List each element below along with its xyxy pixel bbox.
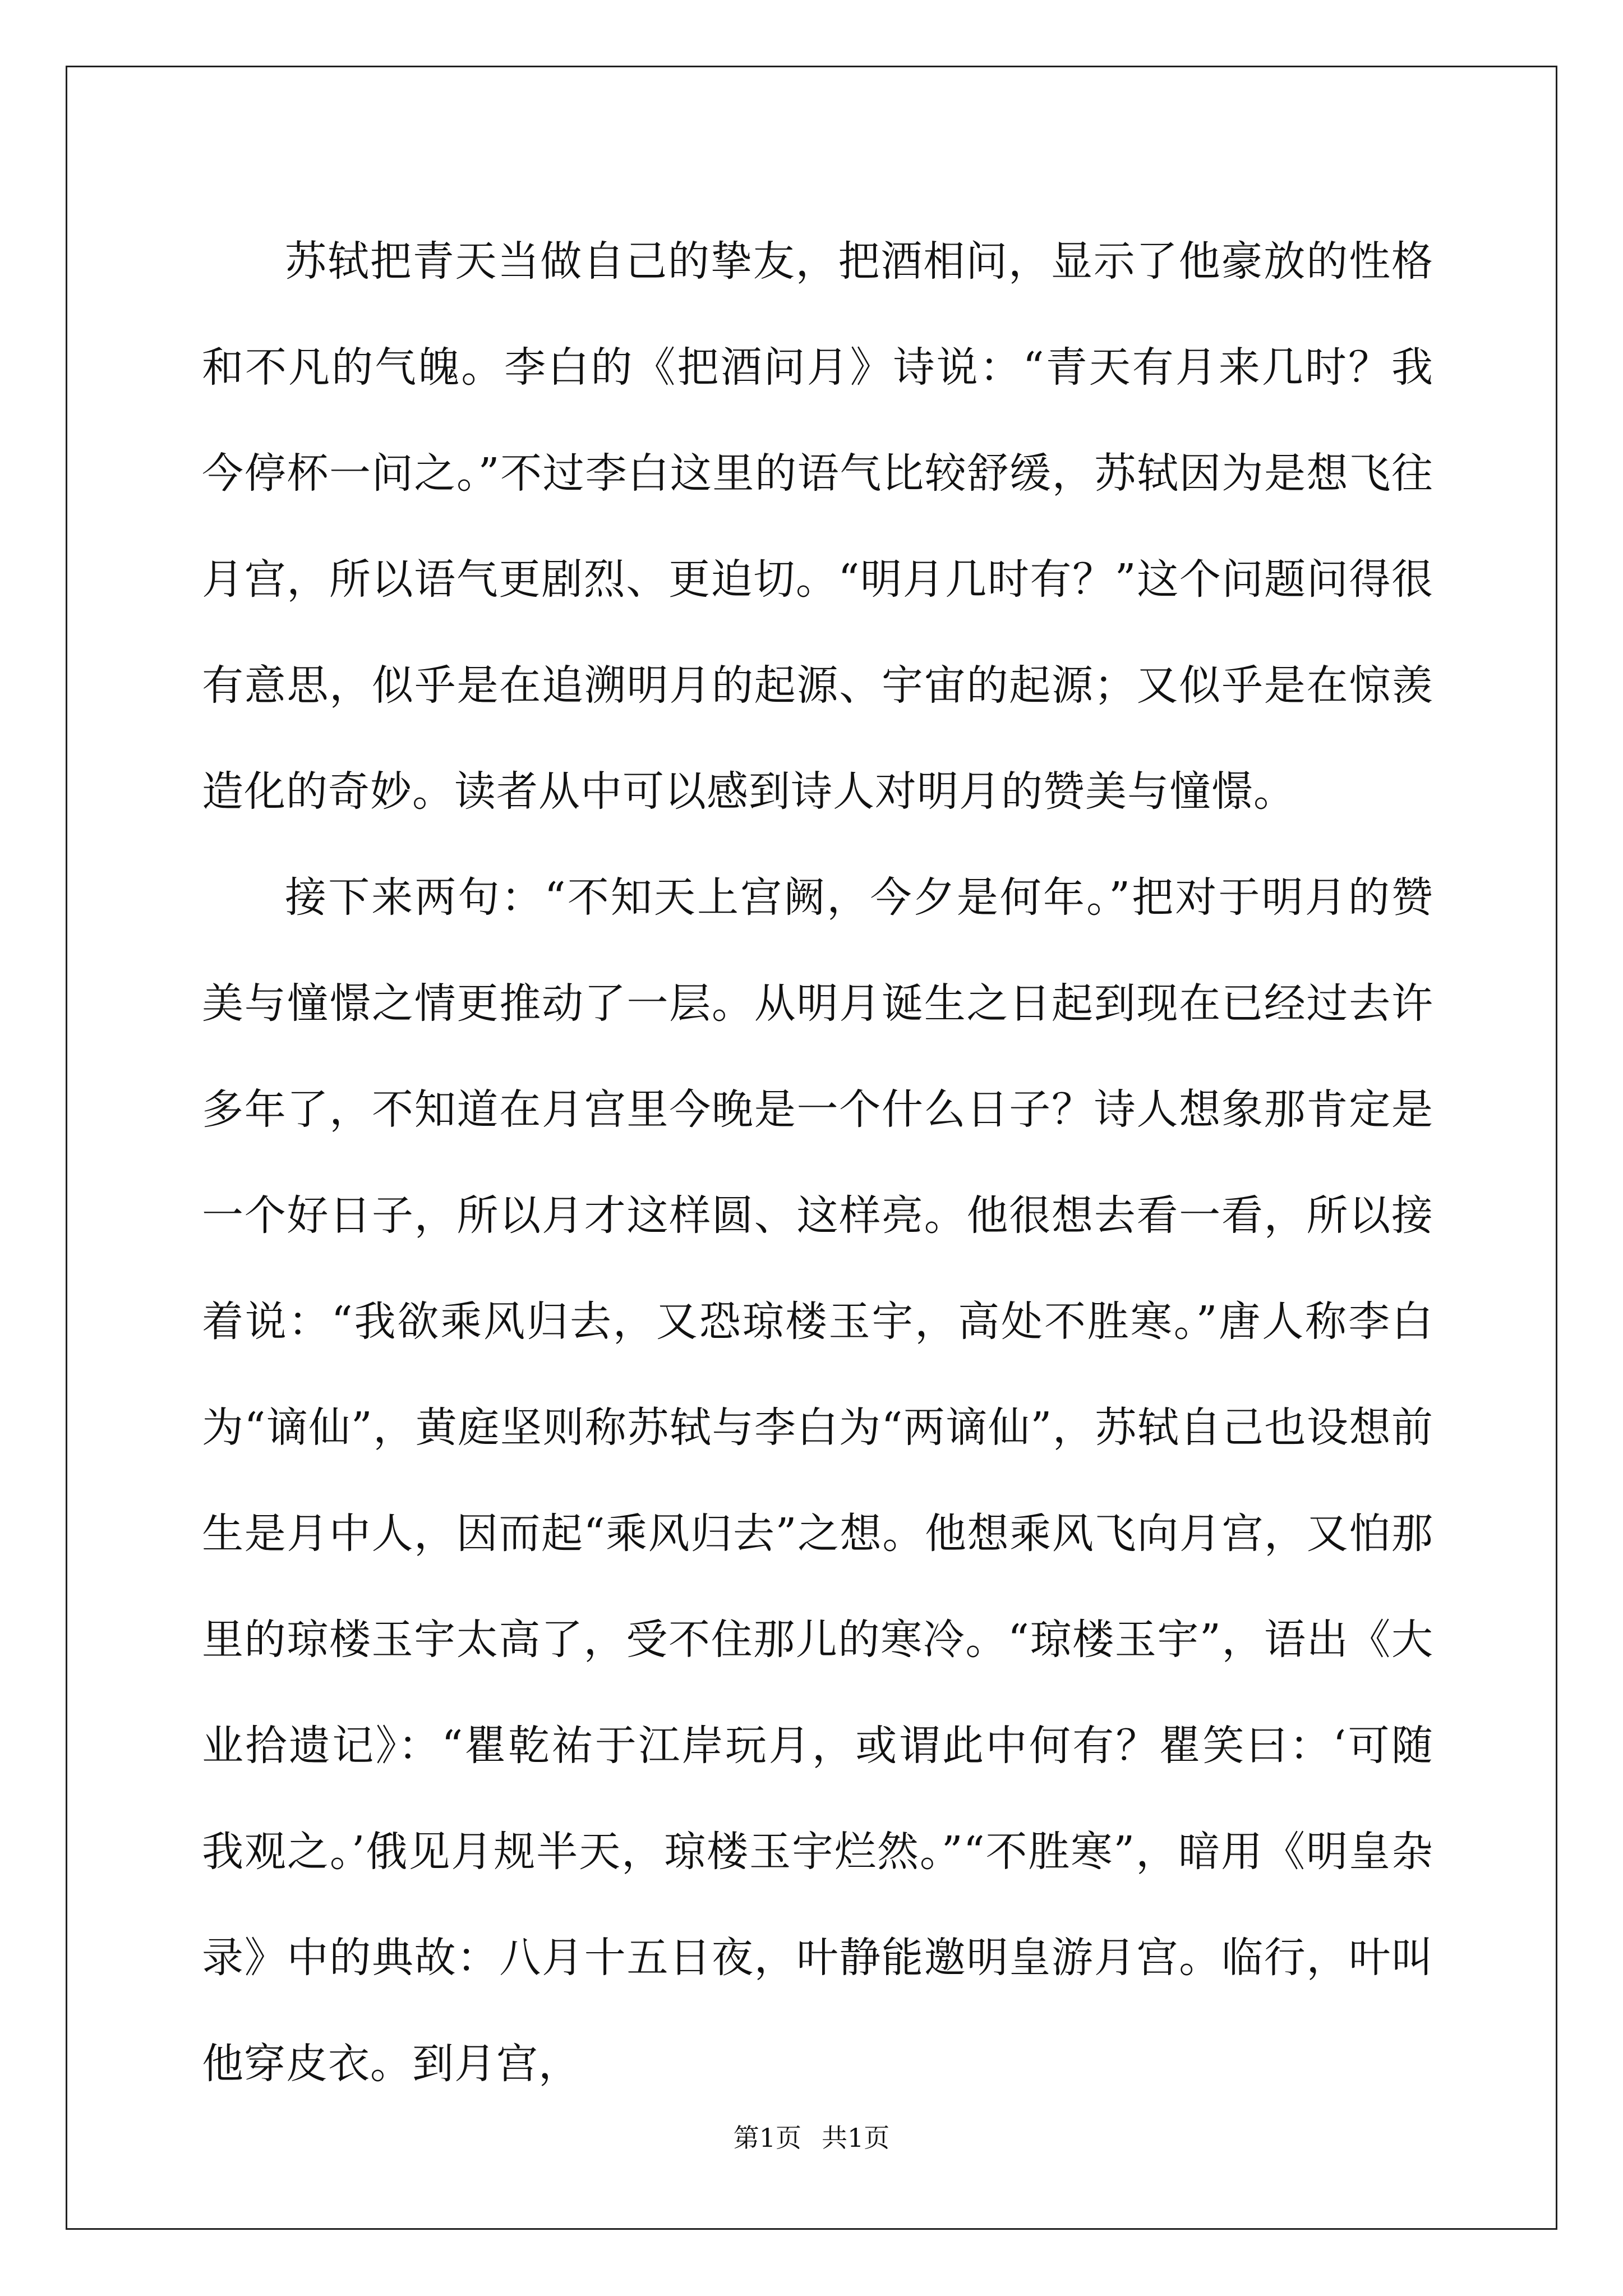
paragraph-2: 接下来两句：“不知天上宫阙，今夕是何年。”把对于明月的赞美与憧憬之情更推动了一层。从明月诞生之日起到现在已经过去许多年了，不知道在月宫里今晚是一个什么日子？诗人想象那肯定是一个好日子，所以月才这样圆、这样亮。他很想去看一看，所以接着说：“我欲乘风归去，又恐琼楼玉宇，高处不胜寒。”唐人称李白为“谪仙”，黄庭坚则称苏轼与李白为“两谪仙”，苏轼自己也设想前生是月中人，因而起“乘风归去”之想。他想乘风飞向月宫，又怕那里的琼楼玉宇太高了，受不住那儿的寒冷。“琼楼玉宇”，语出《大业拾遗记》：“瞿乾祐于江岸玩月，或谓此中何有？瞿笑曰：‘可随我观之。’俄见月规半天，琼楼玉宇烂然。”“不胜寒”，暗用《明皇杂录》中的典故：八月十五日夜，叶静能邀明皇游月宫。临行，叶叫他穿皮衣。到月宫， <box>202 873 1433 2088</box>
paragraph-1: 苏轼把青天当做自己的挚友，把酒相问，显示了他豪放的性格和不凡的气魄。李白的《把酒问月》诗说：“青天有月来几时？我今停杯一问之。”不过李白这里的语气比较舒缓，苏轼因为是想飞往月宫，所以语气更剧烈、更迫切。“明月几时有？”这个问题问得很有意思，似乎是在追溯明月的起源、宇宙的起源；又似乎是在惊羡造化的奇妙。读者从中可以感到诗人对明月的赞美与憧憬。 <box>202 237 1433 816</box>
page-footer <box>0 2118 1623 2155</box>
document-body <box>202 209 1433 2117</box>
page-total: 共1页 <box>822 2123 890 2153</box>
page-number: 第1页 <box>733 2123 801 2153</box>
